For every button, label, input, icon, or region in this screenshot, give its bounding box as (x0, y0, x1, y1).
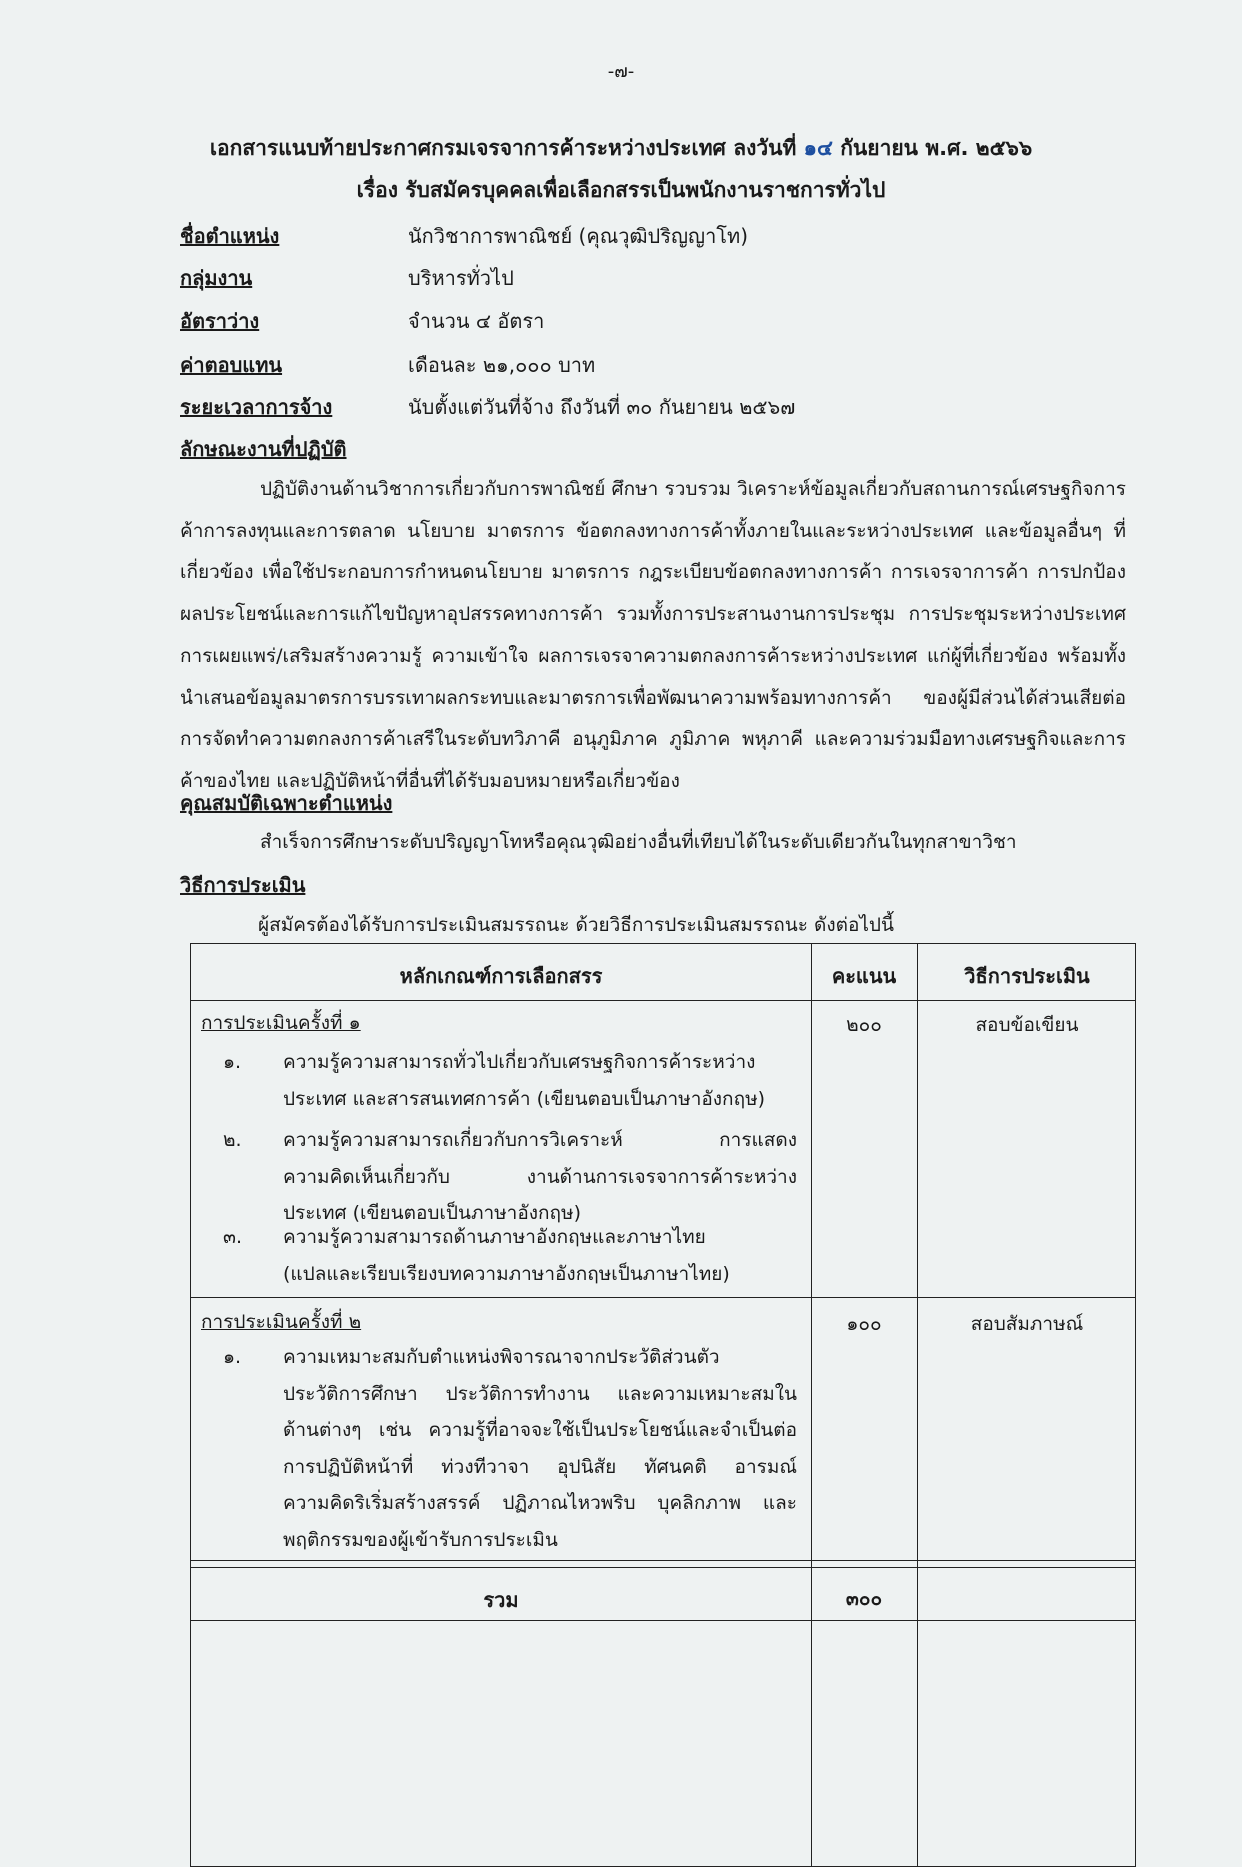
total-label: รวม (483, 1588, 519, 1612)
info-label: ชื่อตำแหน่ง (180, 224, 280, 248)
round-1-title: การประเมินครั้งที่ ๑ (201, 1012, 361, 1034)
item-line: ความคิดริเริ่มสร้างสรรค์ ปฏิภาณไหวพริบ บุคลิกภาพ และ (283, 1492, 797, 1514)
item-line: พฤติกรรมของผู้เข้ารับการประเมิน (283, 1528, 558, 1551)
item-number: ๑. (223, 1346, 242, 1368)
info-label: ระยะเวลาการจ้าง (180, 395, 333, 419)
info-value: นักวิชาการพาณิชย์ (คุณวุฒิปริญญาโท) (408, 224, 749, 248)
assessment-heading: วิธีการประเมิน (180, 873, 306, 897)
column-header-score: คะแนน (831, 964, 897, 988)
qualification-text: สำเร็จการศึกษาระดับปริญญาโทหรือคุณวุฒิอย่างอื่นที่เทียบได้ในระดับเดียวกันในทุกสาขาวิชา (260, 831, 1017, 853)
page-number: -๗- (607, 61, 635, 82)
item-line: ความเหมาะสมกับตำแหน่งพิจารณาจากประวัติส่วนตัว (283, 1346, 720, 1368)
column-header-criteria: หลักเกณฑ์การเลือกสรร (399, 964, 603, 988)
total-score: ๓๐๐ (845, 1588, 883, 1610)
info-label: อัตราว่าง (180, 309, 260, 333)
item-number: ๓. (223, 1226, 243, 1248)
info-value: นับตั้งแต่วันที่จ้าง ถึงวันที่ ๓๐ กันยายน ๒๕๖๗ (408, 395, 796, 419)
title-day: ๑๔ (803, 136, 833, 160)
assessment-table (190, 943, 1136, 1867)
round-2-title: การประเมินครั้งที่ ๒ (201, 1311, 362, 1333)
item-line: ประเทศ (เขียนตอบเป็นภาษาอังกฤษ) (283, 1202, 581, 1224)
item-line: การปฏิบัติหน้าที่ ท่วงทีวาจา อุปนิสัย ทัศนคติ อารมณ์ (283, 1455, 797, 1478)
duties-text: ปฏิบัติงานด้านวิชาการเกี่ยวกับการพาณิชย์ ศึกษา รวบรวม วิเคราะห์ข้อมูลเกี่ยวกับสถานการณ์เศรษฐกิจการค้าการลงทุนและการตลาด นโยบาย มาตรการ ข้อตกลงทางการค้าทั้งภายในและระหว่างประเทศ และข้อมูลอื่นๆ ที่เกี่ยวข้อง เพื่อใช้ประกอบการกำหนดนโยบาย มาตรการ กฎระเบียบข้อตกลงทางการค้า การเจรจาการค้า การปกป้องผลประโยชน์และการแก้ไขปัญหาอุปสรรคทางการค้า รวมทั้งการประสานงานการประชุม การประชุมระหว่างประเทศ การเผยแพร่/เสริมสร้างความรู้ ความเข้าใจ ผลการเจรจาความตกลงการค้าระหว่างประเทศ แก่ผู้ที่เกี่ยวข้อง พร้อมทั้งนำเสนอข้อมูลมาตรการบรรเทาผลกระทบและมาตรการเพื่อพัฒนาความพร้อมทางการค้า ของผู้มีส่วนได้ส่วนเสียต่อการจัดทำความตกลงการค้าเสรีในระดับทวิภาคี อนุภูมิภาค ภูมิภาค พหุภาคี และความร่วมมือทางเศรษฐกิจและการค้าของไทย และปฏิบัติหน้าที่อื่นที่ได้รับมอบหมายหรือเกี่ยวข้อง (180, 478, 1126, 792)
info-label: ค่าตอบแทน (180, 353, 283, 377)
item-line: ความรู้ความสามารถด้านภาษาอังกฤษและภาษาไทย (283, 1226, 706, 1248)
round-2-method: สอบสัมภาษณ์ (970, 1313, 1084, 1335)
qualification-heading: คุณสมบัติเฉพาะตำแหน่ง (180, 791, 393, 815)
round-1-method: สอบข้อเขียน (975, 1014, 1079, 1036)
item-line: (แปลและเรียบเรียงบทความภาษาอังกฤษเป็นภาษาไทย) (283, 1262, 730, 1285)
info-value: บริหารทั่วไป (408, 266, 514, 290)
assessment-intro: ผู้สมัครต้องได้รับการประเมินสมรรถนะ ด้วยวิธีการประเมินสมรรถนะ ดังต่อไปนี้ (258, 914, 894, 936)
document-title-line-1 (0, 132, 1242, 165)
info-value: เดือนละ ๒๑,๐๐๐ บาท (408, 353, 596, 377)
item-line: ความรู้ความสามารถเกี่ยวกับการวิเคราะห์ การแสดง (283, 1129, 797, 1151)
title-prefix: เอกสารแนบท้ายประกาศกรมเจรจาการค้าระหว่างประเทศ ลงวันที่ (209, 136, 797, 160)
title-suffix: กันยายน พ.ศ. ๒๕๖๖ (840, 136, 1033, 160)
item-number: ๒. (223, 1129, 242, 1151)
round-2-score: ๑๐๐ (846, 1313, 882, 1335)
item-line: ประเทศ และสารสนเทศการค้า (เขียนตอบเป็นภาษาอังกฤษ) (283, 1087, 766, 1110)
duties-heading: ลักษณะงานที่ปฏิบัติ (180, 437, 347, 461)
item-number: ๑. (223, 1051, 242, 1073)
item-line: ประวัติการศึกษา ประวัติการทำงาน และความเหมาะสมใน (283, 1382, 797, 1405)
round-1-score: ๒๐๐ (846, 1014, 882, 1036)
item-line: ความรู้ความสามารถทั่วไปเกี่ยวกับเศรษฐกิจการค้าระหว่าง (283, 1051, 756, 1073)
document-title-line-2: เรื่อง รับสมัครบุคคลเพื่อเลือกสรรเป็นพนักงานราชการทั่วไป (356, 178, 886, 202)
info-value: จำนวน ๔ อัตรา (408, 309, 545, 333)
item-line: ความคิดเห็นเกี่ยวกับ งานด้านการเจรจาการค้าระหว่าง (283, 1165, 797, 1188)
item-line: ด้านต่างๆ เช่น ความรู้ที่อาจจะใช้เป็นประโยชน์และจำเป็นต่อ (283, 1419, 797, 1441)
column-header-method: วิธีการประเมิน (964, 964, 1090, 988)
info-label: กลุ่มงาน (180, 266, 253, 290)
